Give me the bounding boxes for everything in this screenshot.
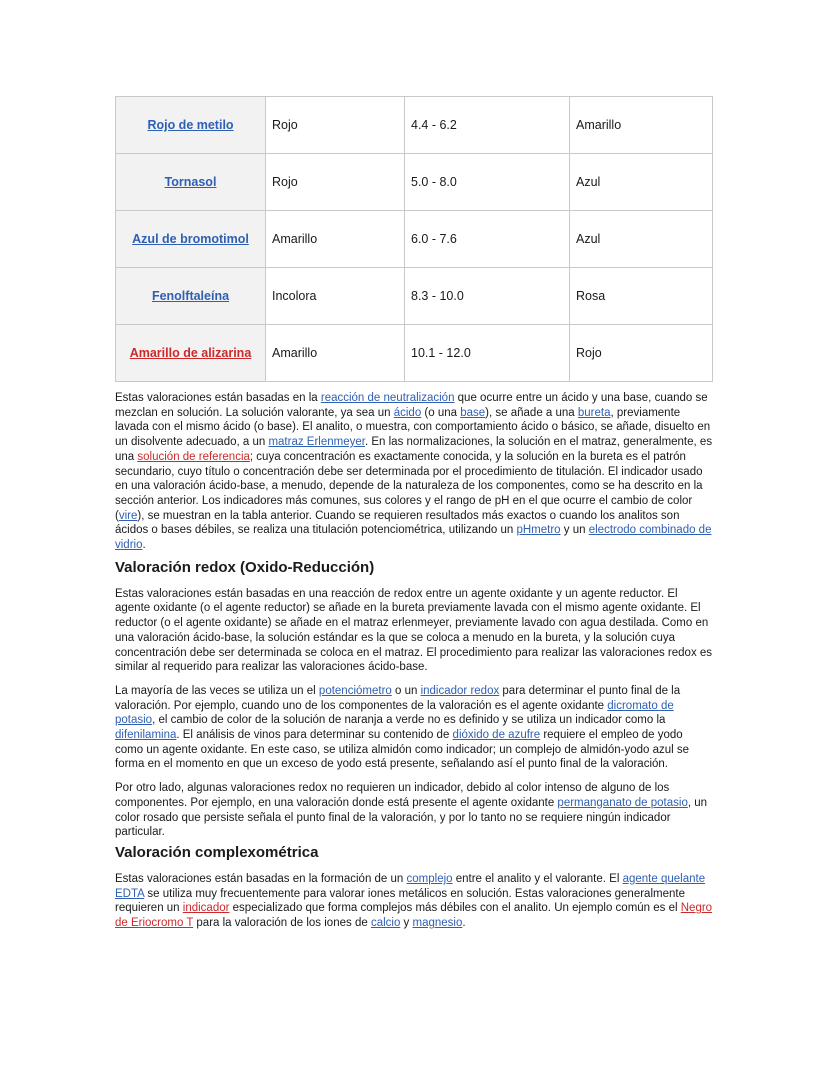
potentiometer-link[interactable]: potenciómetro	[318, 684, 392, 697]
redox-indicator-paragraph	[115, 684, 713, 772]
table-row	[116, 97, 713, 154]
complex-link[interactable]: complejo	[406, 872, 453, 885]
table-cell-indicator	[116, 268, 266, 325]
edta-link[interactable]: EDTA	[115, 887, 145, 900]
text: para determinar el punto final de la valoración. Por ejemplo, cuando uno de los componentes de la valoración es el agente oxidante	[115, 684, 681, 712]
table-cell-base-color: Rosa	[570, 268, 713, 325]
text: o un	[391, 684, 421, 697]
chelating-agent-link[interactable]: agente quelante	[622, 872, 706, 885]
eriochrome-black-link[interactable]: Negro de Eriocromo T	[115, 902, 713, 930]
text: La mayoría de las veces se utiliza un el	[115, 684, 319, 697]
text: (o una	[421, 406, 461, 419]
table-cell-ph-range: 6.0 - 7.6	[405, 211, 570, 268]
text: y un	[560, 524, 589, 537]
indicator-link[interactable]: Azul de bromotimol	[132, 232, 249, 246]
text: ), se añade a una	[485, 406, 578, 419]
complexometric-heading: Valoración complexométrica	[115, 843, 319, 861]
table-row	[116, 211, 713, 268]
text: Estas valoraciones están basadas en la	[115, 392, 321, 404]
text: ), se muestran en la tabla anterior. Cuando se requieren resultados más exactos o cuando los analitos son ácidos o bases débiles, se realiza una titulación potenciométrica, utilizando un	[115, 509, 680, 537]
redox-no-indicator-paragraph	[115, 781, 713, 840]
table-cell-acid-color: Rojo	[266, 154, 405, 211]
text: se utiliza muy frecuentemente para valorar iones metálicos en solución. Estas valoraciones generalmente requieren un	[115, 887, 685, 915]
redox-heading: Valoración redox (Oxido-Reducción)	[115, 558, 375, 576]
document-page	[115, 96, 713, 931]
erlenmeyer-link[interactable]: matraz Erlenmeyer	[268, 436, 365, 449]
text: requiere el empleo de yodo como un agente oxidante. En este caso, se utiliza almidón como indicador; un complejo de almidón-yodo azul se forma en el momento en que un exceso de yodo está presente, señalando así el punto final de la valoración.	[115, 729, 690, 771]
table-cell-base-color: Azul	[570, 211, 713, 268]
glass-electrode-link[interactable]: electrodo combinado de vidrio	[115, 524, 712, 552]
text: y	[400, 917, 413, 930]
sulfur-dioxide-link[interactable]: dióxido de azufre	[452, 729, 541, 742]
text: , el cambio de color de la solución de naranja a verde no es definido y se utiliza un indicador como la	[152, 714, 666, 727]
table-cell-acid-color: Amarillo	[266, 211, 405, 268]
indicator-link[interactable]: Amarillo de alizarina	[129, 346, 252, 360]
neutralization-link[interactable]: reacción de neutralización	[320, 392, 455, 404]
reference-solution-link[interactable]: solución de referencia	[137, 450, 250, 463]
table-cell-ph-range: 5.0 - 8.0	[405, 154, 570, 211]
text: para la valoración de los iones de	[193, 917, 371, 930]
text: Por otro lado, algunas valoraciones redox no requieren un indicador, debido al color intenso de alguno de los componentes. Por ejemplo, en una valoración donde está presente el agente oxidante	[115, 782, 670, 809]
table-cell-indicator	[116, 211, 266, 268]
text: ; cuya concentración es exactamente conocida, y la solución en la bureta es el patrón secundario, cuyo título o concentración debe ser determinada por el procedimiento de titulación. El indicador usado en una valoración ácido-base, a menudo, depende de la naturaleza de los componentes, como se ha descrito en la sección anterior. Los indicadores más comunes, sus colores y el rango de pH en el que ocurre el cambio de color (	[115, 450, 703, 522]
burette-link[interactable]: bureta	[577, 406, 611, 419]
table-cell-ph-range: 4.4 - 6.2	[405, 97, 570, 154]
table-cell-base-color: Azul	[570, 154, 713, 211]
phmeter-link[interactable]: pHmetro	[516, 524, 561, 537]
text: . En las normalizaciones, la solución en el matraz, generalmente, es una	[115, 436, 713, 463]
magnesium-link[interactable]: magnesio	[412, 917, 463, 930]
table-cell-acid-color: Rojo	[266, 97, 405, 154]
indicator-table	[115, 96, 713, 382]
potassium-permanganate-link[interactable]: permanganato de potasio	[557, 796, 688, 809]
indicator-link[interactable]: indicador	[182, 902, 230, 915]
table-row	[116, 154, 713, 211]
text: que ocurre entre un ácido y una base, cuando se mezclan en solución. La solución valorante, ya sea un	[115, 392, 708, 419]
redox-indicator-link[interactable]: indicador redox	[420, 684, 500, 697]
acid-base-paragraph	[115, 391, 713, 553]
table-cell-indicator	[116, 97, 266, 154]
table-cell-base-color: Amarillo	[570, 97, 713, 154]
text: especializado que forma complejos más débiles con el analito. Un ejemplo común es el	[229, 902, 681, 915]
table-cell-acid-color: Incolora	[266, 268, 405, 325]
text: , un color rosado que persiste señala el punto final de la valoración, y por lo tanto no se requiere ningún indicador particular.	[115, 796, 708, 839]
indicator-link[interactable]: Fenolftaleína	[151, 289, 230, 303]
redox-paragraph: Estas valoraciones están basadas en una reacción de redox entre un agente oxidante y un agente reductor. El agente oxidante (o el agente reductor) se añade en la bureta previamente lavada con el mismo agente oxidante. El reductor (o el agente oxidante) se añade en el matraz erlenmeyer, previamente lavado con agua destilada. Como en una valoración ácido-base, la solución estándar es la que se coloca a menudo en la bureta, y la solución cuya concentración debe ser determinada se coloca en el matraz. El procedimiento para realizar las valoraciones redox es similar al requerido para realizar las valoraciones ácido-base.	[115, 587, 713, 674]
text: Estas valoraciones están basadas en la formación de un	[115, 872, 407, 885]
text: .	[142, 539, 146, 552]
indicator-link[interactable]: Tornasol	[164, 175, 217, 189]
base-link[interactable]: base	[460, 406, 486, 419]
calcium-link[interactable]: calcio	[370, 917, 401, 930]
table-cell-acid-color: Amarillo	[266, 325, 405, 382]
table-cell-ph-range: 10.1 - 12.0	[405, 325, 570, 382]
vire-link[interactable]: vire	[118, 509, 138, 522]
potassium-dichromate-link[interactable]: dicromato de potasio	[115, 699, 674, 727]
text: .	[462, 917, 466, 930]
table-cell-indicator	[116, 325, 266, 382]
text: . El análisis de vinos para determinar su contenido de	[176, 729, 453, 742]
table-cell-base-color: Rojo	[570, 325, 713, 382]
indicator-link[interactable]: Rojo de metilo	[147, 118, 234, 132]
text: , previamente lavada con el mismo ácido (o base). El analito, o muestra, con comportamiento ácido o básico, se añade, disuelto en un disolvente adecuado, a un	[115, 406, 711, 449]
acid-link[interactable]: ácido	[393, 406, 422, 419]
complexometric-paragraph	[115, 872, 713, 931]
table-row	[116, 268, 713, 325]
table-cell-ph-range: 8.3 - 10.0	[405, 268, 570, 325]
text: entre el analito y el valorante. El	[452, 872, 623, 885]
table-row	[116, 325, 713, 382]
table-cell-indicator	[116, 154, 266, 211]
diphenylamine-link[interactable]: difenilamina	[115, 729, 177, 742]
